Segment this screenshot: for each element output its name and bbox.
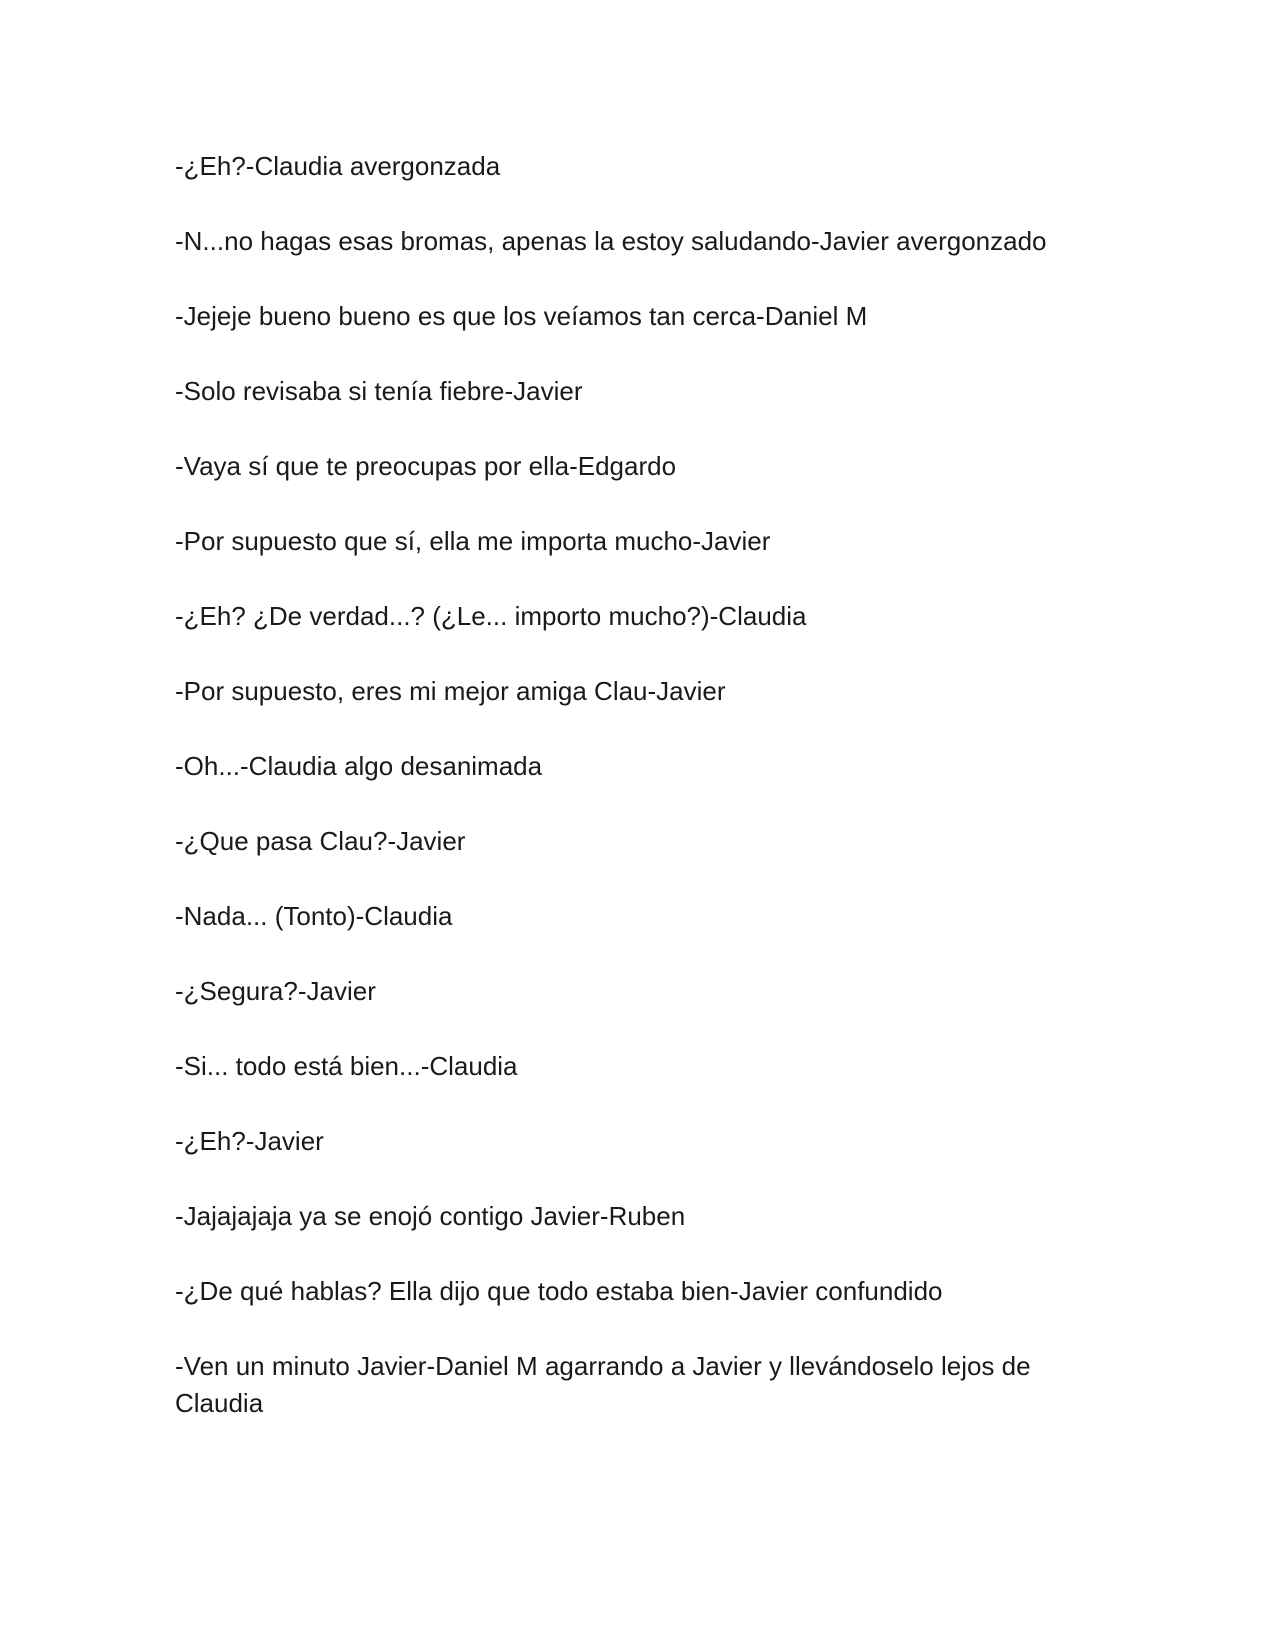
dialogue-line: -Oh...-Claudia algo desanimada [175, 751, 543, 781]
dialogue-text [175, 148, 1095, 1460]
dialogue-line: -¿Que pasa Clau?-Javier [175, 826, 466, 856]
dialogue-line: -Por supuesto, eres mi mejor amiga Clau-Javier [175, 676, 726, 706]
dialogue-line: -Jajajajaja ya se enojó contigo Javier-Ruben [175, 1201, 686, 1231]
dialogue-line: -¿Segura?-Javier [175, 976, 376, 1006]
dialogue-line: -Si... todo está bien...-Claudia [175, 1051, 518, 1081]
dialogue-line: -Por supuesto que sí, ella me importa mucho-Javier [175, 526, 771, 556]
dialogue-line: -N...no hagas esas bromas, apenas la estoy saludando-Javier avergonzado [175, 226, 1047, 256]
dialogue-line: -¿Eh? ¿De verdad...? (¿Le... importo mucho?)-Claudia [175, 601, 807, 631]
dialogue-line: -Jejeje bueno bueno es que los veíamos tan cerca-Daniel M [175, 301, 868, 331]
dialogue-line: -Vaya sí que te preocupas por ella-Edgardo [175, 451, 677, 481]
dialogue-line: -¿Eh?-Javier [175, 1126, 324, 1156]
dialogue-line: -¿De qué hablas? Ella dijo que todo estaba bien-Javier confundido [175, 1276, 943, 1306]
dialogue-line: -Ven un minuto Javier-Daniel M agarrando a Javier y llevándoselo lejos de Claudia [175, 1351, 1031, 1418]
dialogue-line: -¿Eh?-Claudia avergonzada [175, 151, 501, 181]
dialogue-line: -Solo revisaba si tenía fiebre-Javier [175, 376, 583, 406]
dialogue-line: -Nada... (Tonto)-Claudia [175, 901, 453, 931]
